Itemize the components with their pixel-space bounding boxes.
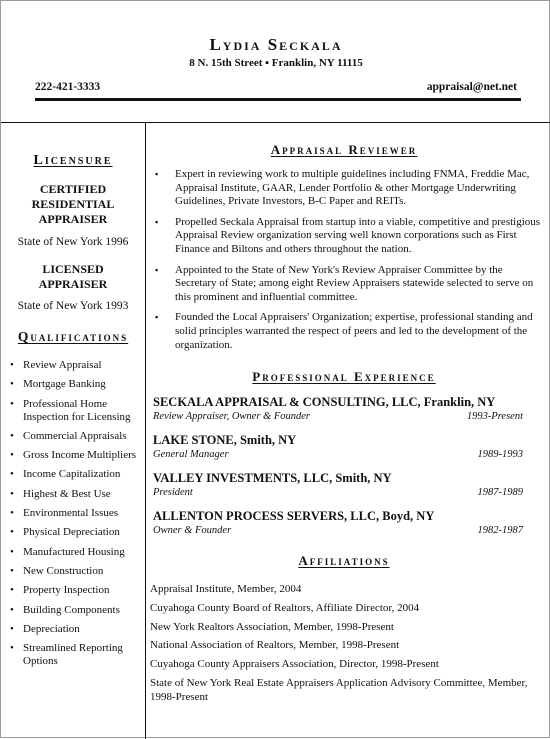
job-dates: 1989-1993 [477,449,523,460]
list-item: ▪ Expert in reviewing work to multiple guidelines including FNMA, Freddie Mac, Appraisal Institute, GAAR, Lender Portfolio & other Mortgage Underwriting Guidelines, Private Investors, B-C Paper and REITs. [151,168,541,209]
job-company: ALLENTON PROCESS SERVERS, LLC, Boyd, NY [153,509,435,523]
list-item: • Highest & Best Use [7,488,141,501]
licensure-heading: Licensure [33,153,113,168]
qualifications-list [7,359,141,674]
qualifications-heading: Qualifications [17,329,129,344]
appraisal-reviewer-heading: Appraisal Reviewer [270,142,418,157]
list-item: State of New York Real Estate Appraisers Application Advisory Committee, Member, 1998-Present [150,676,528,703]
list-item: • Review Appraisal [7,359,141,372]
license-name: CERTIFIED RESIDENTIAL APPRAISER [31,182,115,226]
list-item: • New Construction [7,565,141,578]
list-item: • Environmental Issues [7,507,141,520]
job-company: SECKALA APPRAISAL & CONSULTING, LLC, Franklin, NY [153,395,496,409]
job-role: Review Appraiser, Owner & Founder [153,411,310,422]
applicant-address: 8 N. 15th Street ▪ Franklin, NY 11115 [189,57,363,69]
reviewer-bullets [151,168,541,359]
license-state: State of New York 1996 [17,236,129,248]
job-entry [153,509,523,537]
applicant-name: Lydia Seckala [209,35,343,54]
license-name: LICENSED APPRAISER [38,262,108,291]
list-item: ▪ Founded the Local Appraisers' Organization; expertise, professional standing and solid principles warranted the respect of peers and led to the development of the organization. [151,311,541,352]
list-item: Cuyahoga County Appraisers Association, Director, 1998-Present [150,658,439,671]
job-dates: 1993-Present [466,411,523,422]
job-dates: 1987-1989 [477,487,523,498]
list-item: • Streamlined Reporting Options [7,642,141,668]
job-entry [153,471,523,499]
job-company: LAKE STONE, Smith, NY [153,433,297,447]
job-role: Owner & Founder [153,525,232,536]
list-item: Appraisal Institute, Member, 2004 [150,583,302,595]
job-role: President [153,487,193,498]
list-item: ▪ Appointed to the State of New York's Review Appraiser Committee by the Secretary of State; among eight Review Appraisers statewide selected to serve on this prominent and influential committee. [151,264,541,305]
list-item: • Mortgage Banking [7,378,141,391]
list-item: Cuyahoga County Board of Realtors, Affiliate Director, 2004 [150,601,420,614]
job-dates: 1982-1987 [477,525,523,536]
list-item: • Commercial Appraisals [7,430,141,443]
list-item: • Building Components [7,604,141,617]
list-item: • Manufactured Housing [7,546,141,559]
license-state: State of New York 1993 [17,300,129,312]
header-rule [35,98,521,101]
job-company: VALLEY INVESTMENTS, LLC, Smith, NY [153,471,392,485]
job-role: General Manager [153,449,229,460]
list-item: • Income Capitalization [7,468,141,481]
affiliations-heading: Affiliations [298,553,390,568]
job-entry [153,433,523,461]
list-item: National Association of Realtors, Member, 1998-Present [150,639,400,652]
list-item: • Depreciation [7,623,141,636]
list-item: • Property Inspection [7,584,141,597]
professional-experience-heading: Professional Experience [252,369,436,384]
list-item: New York Realtors Association, Member, 1998-Present [150,620,394,633]
applicant-phone: 222-421-3333 [35,81,101,93]
column-divider [145,122,146,739]
list-item: ▪ Propelled Seckala Appraisal from startup into a viable, competitive and prestigious Appraisal Review organization serving well known corporations such as First Finance and Biltons and others throughout the nation. [151,216,541,257]
applicant-email: appraisal@net.net [426,81,517,93]
affiliations-list [150,583,540,709]
job-entry [153,395,523,423]
list-item: • Physical Depreciation [7,526,141,539]
list-item: • Professional Home Inspection for Licensing [7,398,141,424]
list-item: • Gross Income Multipliers [7,449,141,462]
